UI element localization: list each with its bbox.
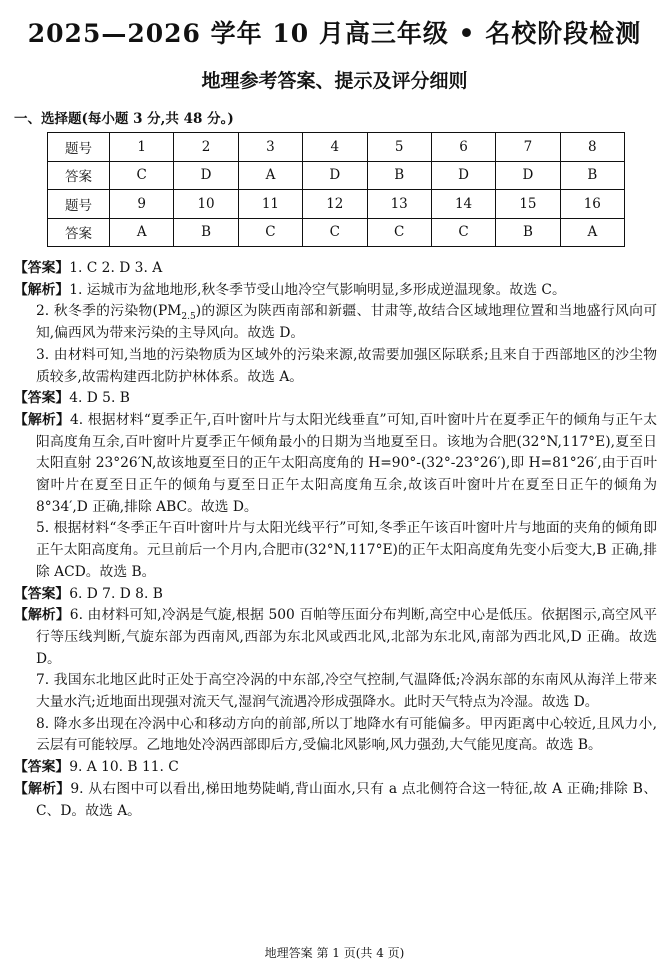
table-cell: B <box>496 218 560 247</box>
analysis-tag: 【解析】 <box>14 281 70 298</box>
table-cell: D <box>303 161 367 190</box>
answer-tag: 【答案】 <box>14 759 70 776</box>
analysis-line <box>14 280 657 302</box>
page-subtitle: 地理参考答案、提示及评分细则 <box>201 70 468 92</box>
analysis-line <box>14 779 657 822</box>
analysis-text: 1. 运城市为盆地地形,秋冬季节受山地冷空气影响明显,多形成逆温现象。故选 C。 <box>69 281 566 298</box>
analysis-text: 6. 由材料可知,冷涡是气旋,根据 500 百帕等压面分布判断,高空中心是低压。依据图示,高空风平行等压线判断,气旋东部为西南风,西部为东北风或西北风,北部为东北风,南部为西北风,D 正确。故选 D。 <box>36 607 657 667</box>
table-cell: 5 <box>367 133 431 162</box>
answer-tag: 【答案】 <box>14 585 70 602</box>
table-cell: 16 <box>560 190 624 219</box>
analysis-item: 3. 由材料可知,当地的污染物质为区域外的污染来源,故需要加强区际联系;且来自于西部地区的沙尘物质较多,故需构建西北防护林体系。故选 A。 <box>36 346 657 385</box>
table-cell: C <box>367 218 431 247</box>
row-label: 答案 <box>48 218 110 247</box>
table-cell: A <box>110 218 174 247</box>
table-cell: D <box>431 161 495 190</box>
answer-line <box>14 757 657 779</box>
table-cell: 14 <box>431 190 495 219</box>
table-cell: A <box>238 161 302 190</box>
analysis-text: 4. 根据材料“夏季正午,百叶窗叶片与太阳光线垂直”可知,百叶窗叶片在夏季正午的倾角与正午太阳高度角互余,百叶窗叶片夏季正午倾角最小的日期为当地夏至日。该地为合肥(32°N,117°E),夏至日太阳直射 23°26′N,故该地夏至日的正午太阳高度角的 H=90°-(32°-23°26′),即 H=81°26′,由于百叶窗叶片在夏至日正午的倾角与夏至日正午太阳高度角互余,故该百叶窗叶片在夏至日正午的倾角为 8°34′,D 正确,排除 ABC。故选 D。 <box>36 411 657 515</box>
table-cell: C <box>238 218 302 247</box>
analysis-tag: 【解析】 <box>14 411 70 428</box>
analysis-text: 9. 从右图中可以看出,梯田地势陡峭,背山面水,只有 a 点北侧符合这一特征,故 A 正确;排除 B、C、D。故选 A。 <box>36 780 658 819</box>
table-cell: C <box>110 161 174 190</box>
answer-text: 4. D 5. B <box>69 390 130 407</box>
table-row <box>48 133 625 162</box>
table-cell: C <box>431 218 495 247</box>
table-cell: 2 <box>174 133 238 162</box>
section-title: 一、选择题(每小题 3 分,共 48 分。) <box>14 111 234 127</box>
table-cell: 8 <box>560 133 624 162</box>
answer-text: 1. C 2. D 3. A <box>69 260 163 276</box>
table-cell: C <box>303 218 367 247</box>
table-row <box>48 218 625 247</box>
answer-tag: 【答案】 <box>14 260 70 276</box>
row-label: 答案 <box>48 161 110 190</box>
answer-text: 6. D 7. D 8. B <box>69 585 163 602</box>
answer-line <box>14 258 657 280</box>
table-cell: 15 <box>496 190 560 219</box>
row-label: 题号 <box>48 133 110 162</box>
table-cell: B <box>174 218 238 247</box>
page-title: 2025—2026 学年 10 月高三年级 • 名校阶段检测 <box>27 19 642 48</box>
table-row <box>48 190 625 219</box>
table-cell: 1 <box>110 133 174 162</box>
analysis-item: 8. 降水多出现在冷涡中心和移动方向的前部,所以丁地降水有可能偏多。甲丙距离中心较近,且风力小,云层有可能较厚。乙地地处冷涡西部即后方,受偏北风影响,风力强劲,大气能见度高。故选 B。 <box>36 715 657 754</box>
page-footer: 地理答案 第 1 页(共 4 页) <box>264 946 405 960</box>
analysis-item: 2. 秋冬季的污染物$(PM_{2.5})$的源区为陕西南部和新疆、甘肃等,故结合区域地理位置和当地盛行风向可知,偏西风为带来污染的主导风向。故选 D。 <box>36 303 657 342</box>
table-row <box>48 161 625 190</box>
table-cell: 9 <box>110 190 174 219</box>
analysis-item: 7. 我国东北地区此时正处于高空冷涡的中东部,冷空气控制,气温降低;冷涡东部的东南风从海洋上带来大量水汽;近地面出现强对流天气,湿润气流遇冷形成强降水。此时天气特点为冷湿。故选 D。 <box>36 672 657 711</box>
answer-tag: 【答案】 <box>14 390 70 407</box>
table-cell: B <box>560 161 624 190</box>
answer-line <box>14 584 657 606</box>
table-cell: 10 <box>174 190 238 219</box>
analysis-line <box>14 410 657 519</box>
analysis-item: 5. 根据材料“冬季正午百叶窗叶片与太阳光线平行”可知,冬季正午该百叶窗叶片与地面的夹角的倾角即正午太阳高度角。元旦前后一个月内,合肥市(32°N,117°E)的正午太阳高度角先变小后变大,B 正确,排除 ACD。故选 B。 <box>36 520 657 580</box>
analysis-tag: 【解析】 <box>14 780 71 797</box>
table-cell: D <box>496 161 560 190</box>
answer-line <box>14 388 657 410</box>
analysis-tag: 【解析】 <box>14 607 70 624</box>
table-cell: D <box>174 161 238 190</box>
table-cell: 3 <box>238 133 302 162</box>
table-cell: A <box>560 218 624 247</box>
table-cell: 6 <box>431 133 495 162</box>
table-cell: 13 <box>367 190 431 219</box>
answer-table <box>47 132 625 247</box>
table-cell: 4 <box>303 133 367 162</box>
table-cell: 11 <box>238 190 302 219</box>
table-cell: 7 <box>496 133 560 162</box>
solution-body <box>14 258 657 822</box>
analysis-line <box>14 605 657 670</box>
table-cell: 12 <box>303 190 367 219</box>
table-cell: B <box>367 161 431 190</box>
answer-text: 9. A 10. B 11. C <box>69 759 179 776</box>
row-label: 题号 <box>48 190 110 219</box>
